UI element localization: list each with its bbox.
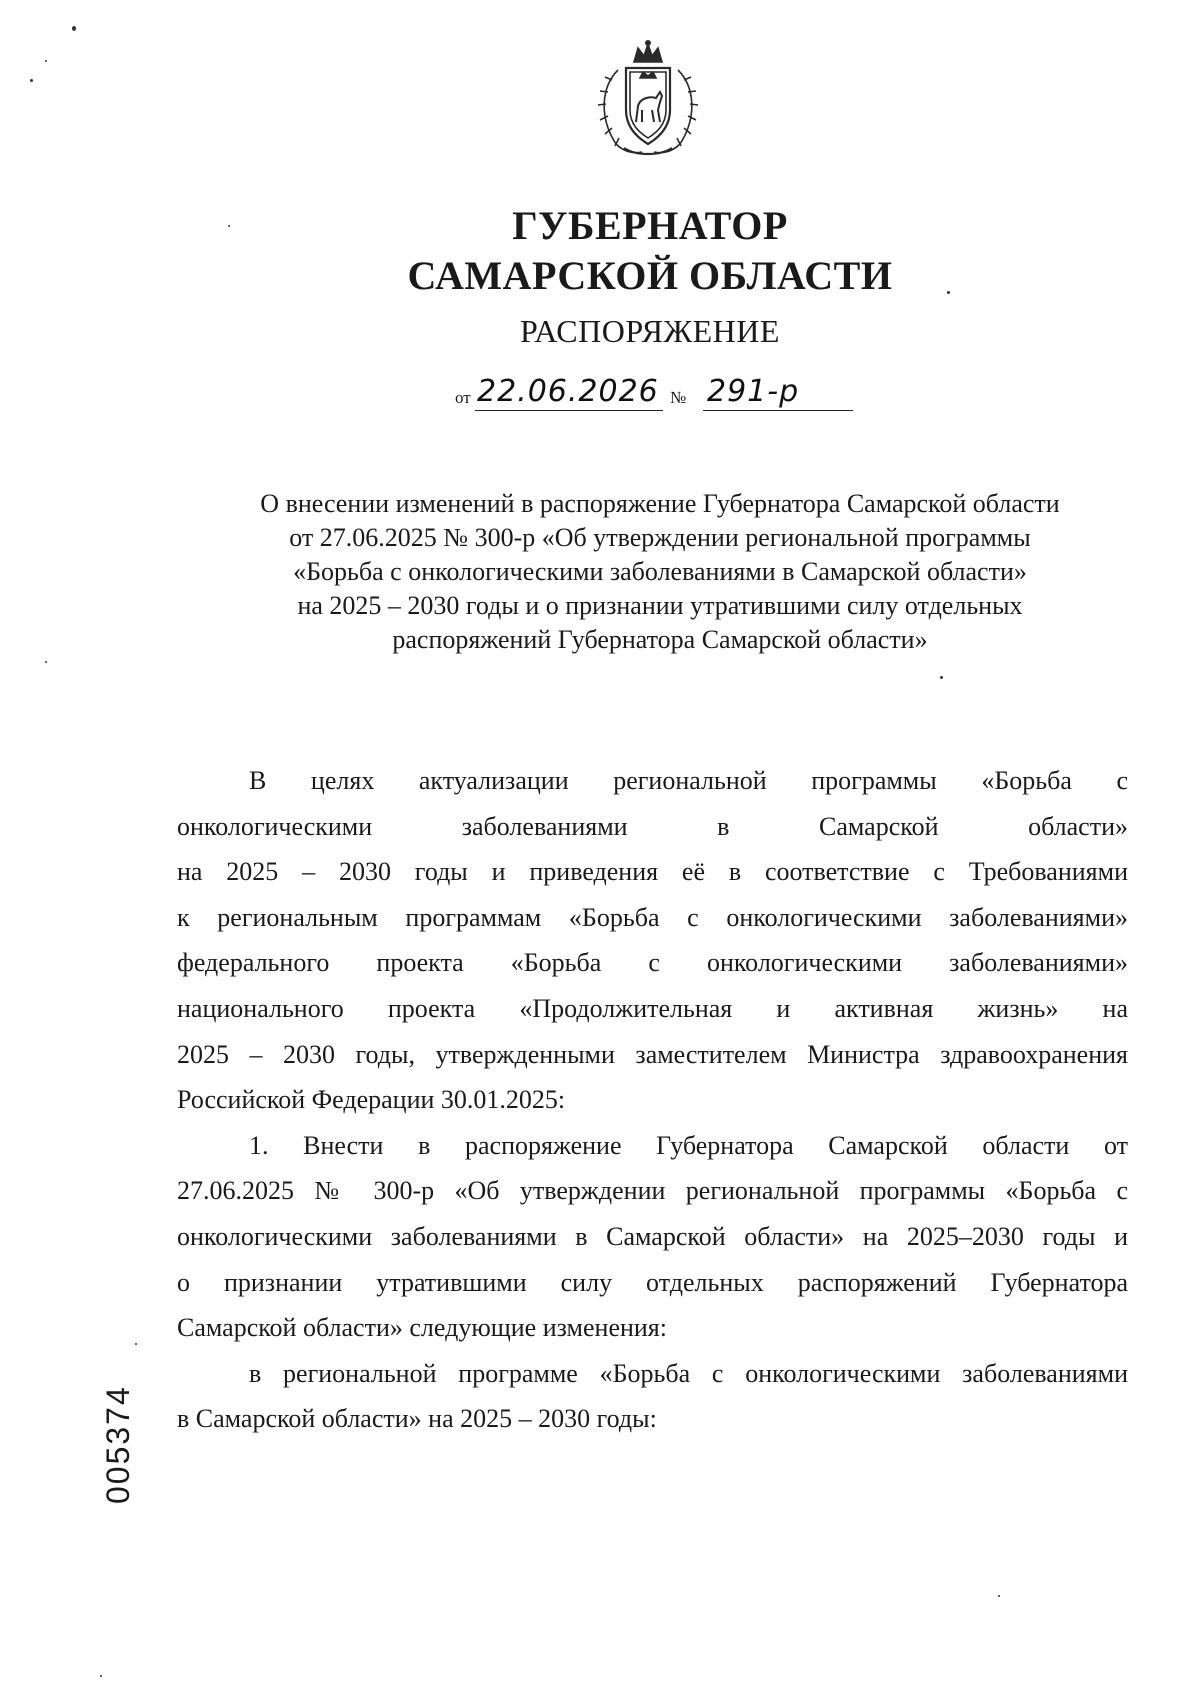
handwritten-date: 22.06.2026: [477, 374, 659, 409]
scan-speck: [940, 676, 943, 679]
scan-speck: [72, 26, 76, 31]
body-line: на 2025 – 2030 годы и приведения её в соответствие с Требованиями: [177, 857, 1128, 887]
subject-line: О внесении изменений в распоряжение Губернатора Самарской области: [260, 489, 1060, 518]
date-underline: [475, 410, 663, 411]
body-line: В целях актуализации региональной программы «Борьба с: [249, 766, 1128, 795]
subject-line: на 2025 – 2030 годы и о признании утратившими силу отдельных: [297, 591, 1023, 620]
date-prefix: от: [455, 388, 471, 407]
body-line: о признании утратившими силу отдельных распоряжений Губернатора: [177, 1267, 1128, 1297]
scan-speck: [45, 60, 47, 62]
subject-line: распоряжений Губернатора Самарской области»: [392, 625, 928, 654]
issuer-title-line2: САМАРСКОЙ ОБЛАСТИ: [407, 253, 893, 298]
body-line: Российской Федерации 30.01.2025:: [177, 1085, 566, 1115]
subject-line: от 27.06.2025 № 300-р «Об утверждении региональной программы: [289, 523, 1031, 552]
scan-speck: [998, 1595, 1000, 1597]
body-line: в региональной программе «Борьба с онкологическими заболеваниями: [249, 1358, 1128, 1388]
preamble-paragraph: [177, 758, 1128, 1123]
document-type: РАСПОРЯЖЕНИЕ: [520, 313, 780, 349]
scan-speck: [45, 661, 47, 663]
coat-of-arms-icon: [588, 40, 708, 158]
body-line: национального проекта «Продолжительная и активная жизнь» на: [177, 993, 1128, 1023]
item-1-paragraph: [177, 1123, 1128, 1351]
handwritten-number: 291-р: [707, 374, 800, 409]
body-line: к региональным программам «Борьба с онкологическими заболеваниями»: [177, 902, 1128, 932]
subject-title: [190, 487, 1130, 657]
body-line: федерального проекта «Борьба с онкологическими заболеваниями»: [177, 948, 1128, 978]
margin-registration-number: 005374: [100, 1385, 136, 1504]
scan-speck: [135, 1343, 137, 1345]
scan-speck: [100, 1675, 102, 1677]
date-number-line: [455, 370, 875, 414]
body-line: онкологическими заболеваниями в Самарской области»: [177, 811, 1128, 841]
subject-line: «Борьба с онкологическими заболеваниями в Самарской области»: [293, 557, 1027, 586]
number-prefix: №: [670, 388, 687, 407]
scan-speck: [30, 79, 33, 82]
scan-speck: [228, 225, 230, 227]
body-line: Самарской области» следующие изменения:: [177, 1313, 667, 1343]
subitem-paragraph: [177, 1351, 1128, 1442]
number-underline: [703, 410, 853, 411]
body-line: онкологическими заболеваниями в Самарской области» на 2025–2030 годы и: [177, 1221, 1128, 1251]
issuer-title-line1: ГУБЕРНАТОР: [512, 203, 788, 248]
body-line: в Самарской области» на 2025 – 2030 годы:: [177, 1404, 657, 1434]
body-line: 2025 – 2030 годы, утвержденными заместителем Министра здравоохранения: [177, 1039, 1128, 1069]
document-body: [177, 758, 1128, 1442]
body-line: 27.06.2025 № 300-р «Об утверждении региональной программы «Борьба с: [177, 1176, 1128, 1206]
body-line: 1. Внести в распоряжение Губернатора Самарской области от: [249, 1130, 1128, 1160]
